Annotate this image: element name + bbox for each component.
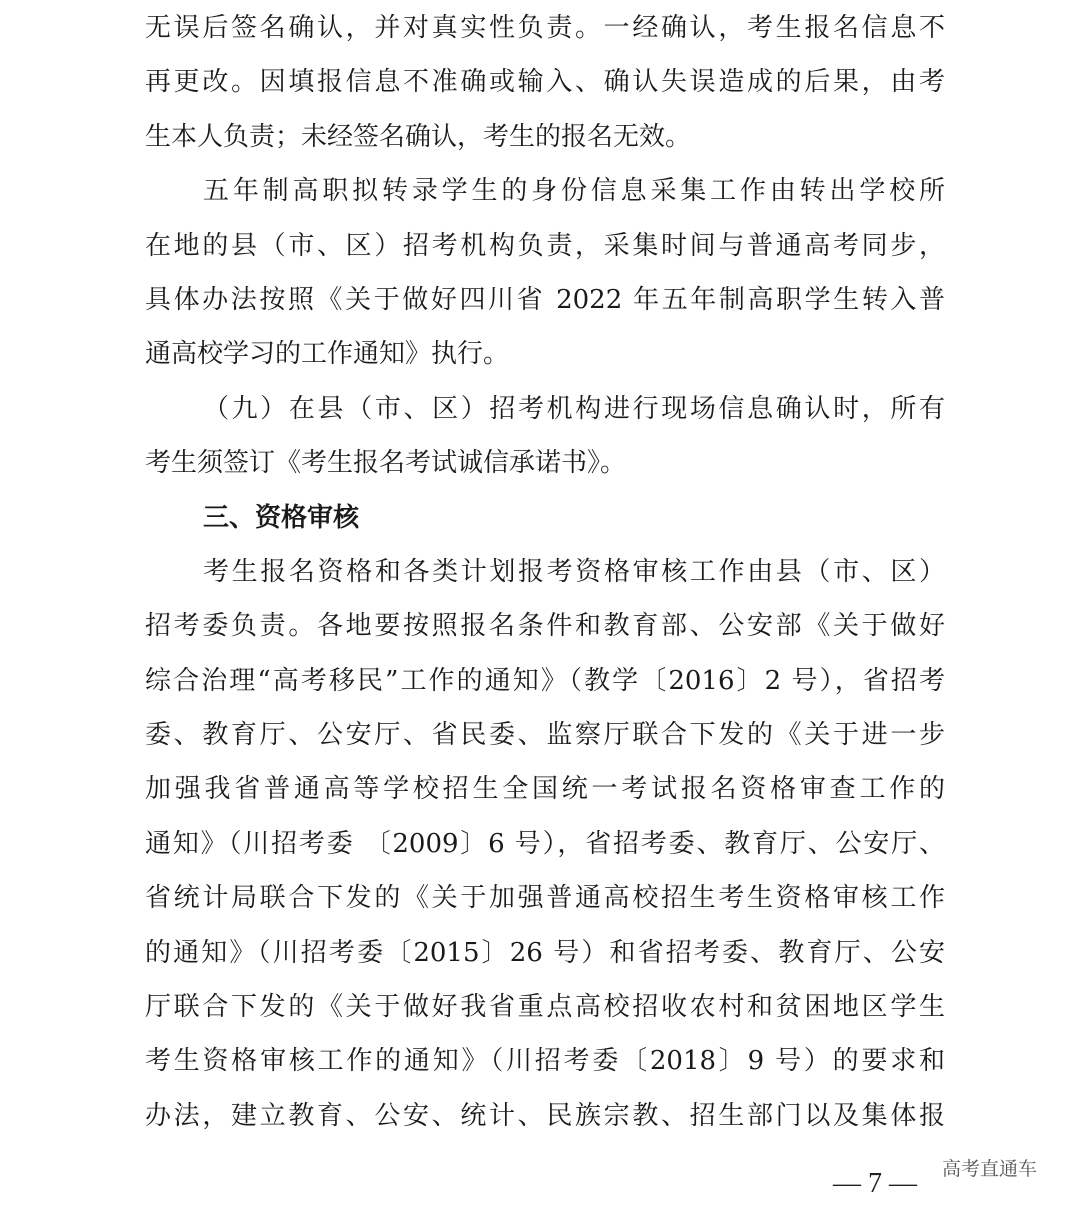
text-line: 再更改。因填报信息不准确或输入、确认失误造成的后果，由考 [145, 67, 945, 98]
page-number: — 7 — [833, 1168, 917, 1199]
text-line: 在地的县（市、区）招考机构负责，采集时间与普通高考同步， [145, 230, 945, 261]
text-line: 考生报名资格和各类计划报考资格审核工作由县（市、区） [203, 556, 945, 587]
text-line: 办法，建立教育、公安、统计、民族宗教、招生部门以及集体报 [145, 1100, 945, 1131]
watermark: 高考直通车 [942, 1158, 1038, 1180]
text-line: 具体办法按照《关于做好四川省 2022 年五年制高职学生转入普 [145, 284, 945, 315]
text-line: 考生须签订《考生报名考试诚信承诺书》。 [145, 448, 627, 479]
text-line: 的通知》（川招考委〔2015〕26 号）和省招考委、教育厅、公安 [145, 937, 945, 968]
text-line: （九）在县（市、区）招考机构进行现场信息确认时，所有 [203, 393, 945, 424]
text-line: 考生资格审核工作的通知》（川招考委〔2018〕9 号）的要求和 [145, 1046, 945, 1077]
text-line: 综合治理“高考移民”工作的通知》（教学〔2016〕2 号），省招考 [145, 665, 945, 696]
section-heading: 三、资格审核 [203, 502, 360, 533]
text-line: 招考委负责。各地要按照报名条件和教育部、公安部《关于做好 [145, 611, 945, 642]
text-line: 生本人负责；未经签名确认，考生的报名无效。 [145, 121, 692, 152]
text-line: 厅联合下发的《关于做好我省重点高校招收农村和贫困地区学生 [145, 992, 945, 1023]
text-line: 通知》（川招考委 〔2009〕6 号），省招考委、教育厅、公安厅、 [145, 828, 945, 859]
text-line: 省统计局联合下发的《关于加强普通高校招生考生资格审核工作 [145, 883, 945, 914]
text-line: 委、教育厅、公安厅、省民委、监察厅联合下发的《关于进一步 [145, 720, 945, 751]
document-body [145, 1, 945, 1143]
text-line: 无误后签名确认，并对真实性负责。一经确认，考生报名信息不 [145, 13, 945, 43]
text-line: 通高校学习的工作通知》执行。 [145, 339, 510, 370]
text-line: 五年制高职拟转录学生的身份信息采集工作由转出学校所 [203, 176, 945, 207]
text-line: 加强我省普通高等学校招生全国统一考试报名资格审查工作的 [145, 774, 945, 805]
